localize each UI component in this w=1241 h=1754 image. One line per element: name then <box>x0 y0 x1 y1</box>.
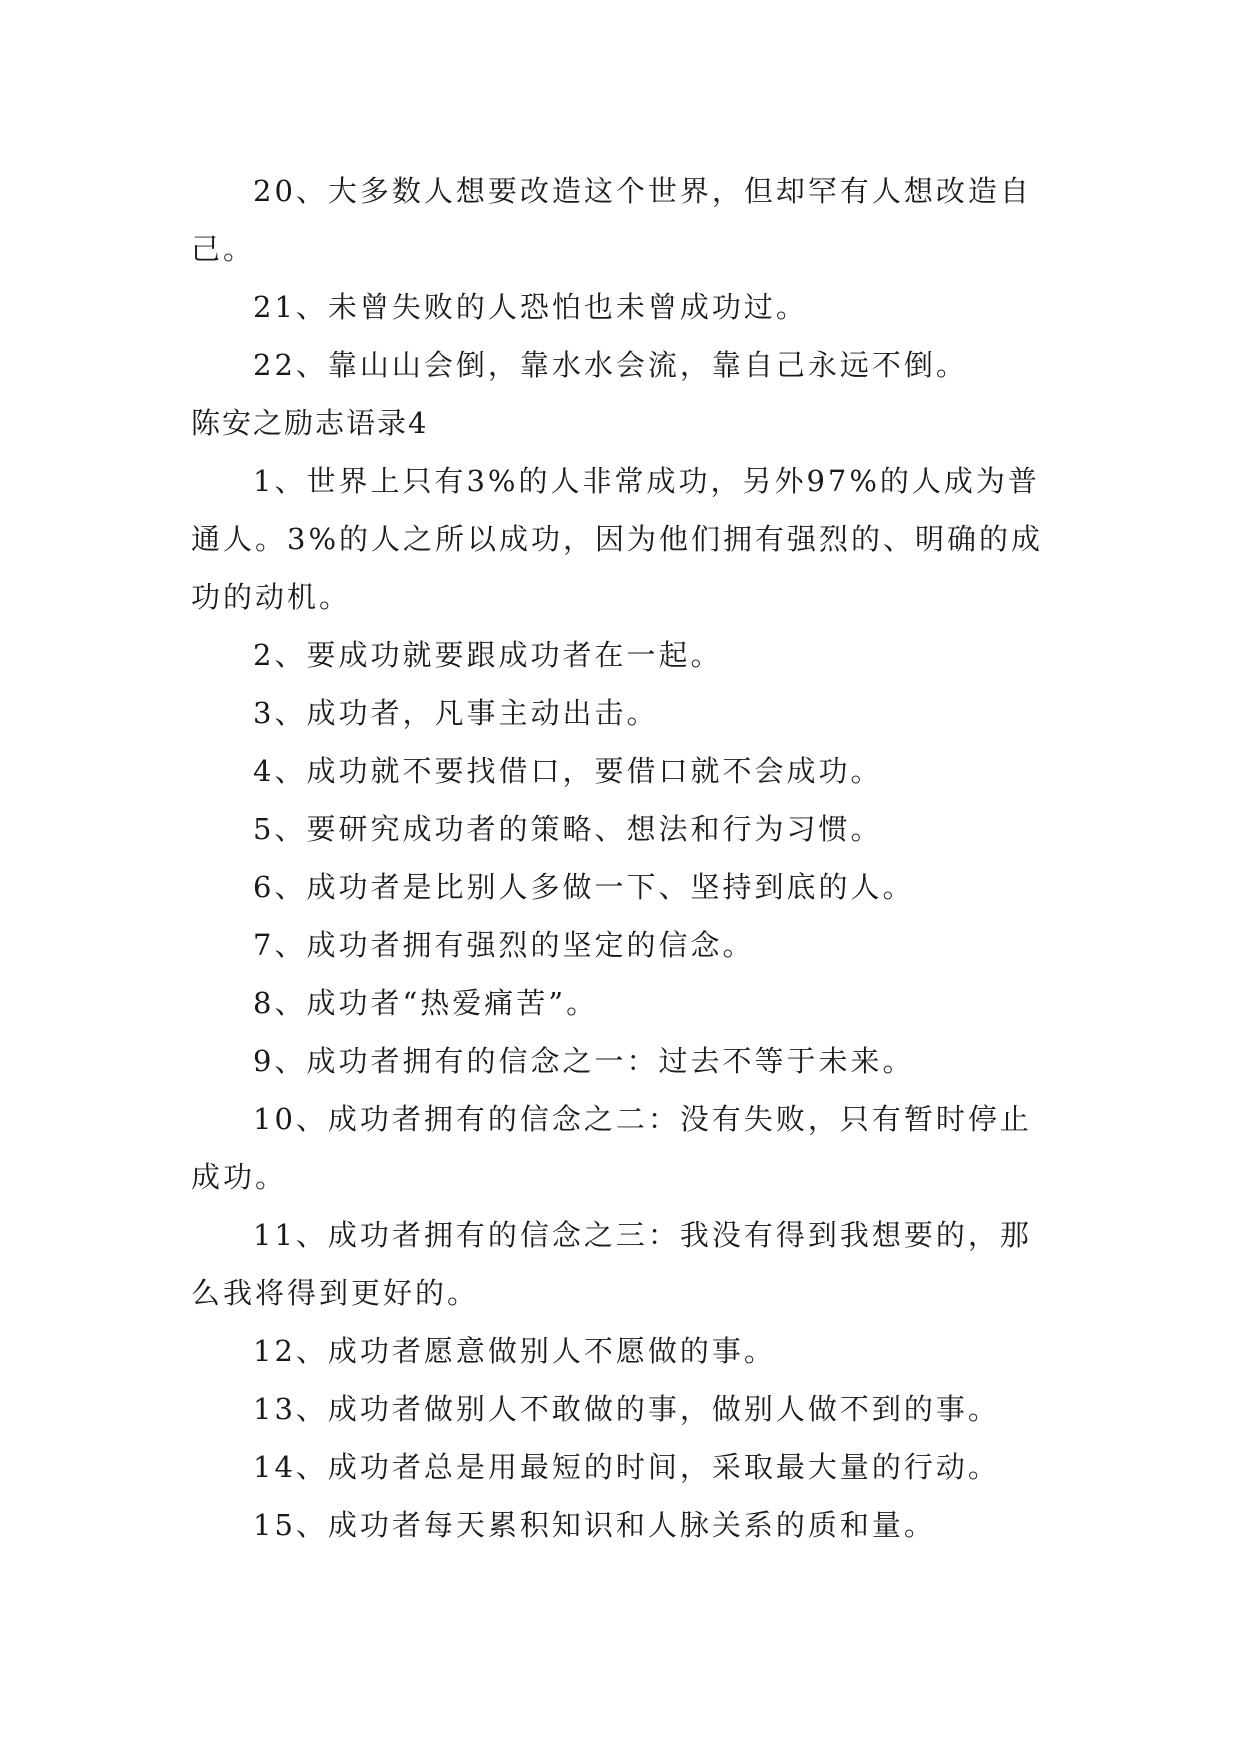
paragraph-quote-21: 21、未曾失败的人恐怕也未曾成功过。 <box>253 290 808 324</box>
paragraph-quote-10: 10、成功者拥有的信念之二：没有失败，只有暂时停止成功。 <box>191 1102 1032 1194</box>
paragraph-quote-13: 13、成功者做别人不敢做的事，做别人做不到的事。 <box>253 1392 1000 1426</box>
paragraph-quote-14: 14、成功者总是用最短的时间，采取最大量的行动。 <box>253 1450 1000 1484</box>
paragraph-quote-9: 9、成功者拥有的信念之一：过去不等于未来。 <box>253 1044 915 1078</box>
paragraph-quote-6: 6、成功者是比别人多做一下、坚持到底的人。 <box>253 870 915 904</box>
paragraph-quote-3: 3、成功者，凡事主动出击。 <box>253 696 659 730</box>
paragraph-quote-7: 7、成功者拥有强烈的坚定的信念。 <box>253 928 755 962</box>
paragraph-quote-15: 15、成功者每天累积知识和人脉关系的质和量。 <box>253 1508 936 1542</box>
document-body <box>191 162 1057 1554</box>
paragraph-quote-11: 11、成功者拥有的信念之三：我没有得到我想要的，那么我将得到更好的。 <box>191 1218 1032 1310</box>
paragraph-quote-8: 8、成功者“热爱痛苦”。 <box>253 986 599 1020</box>
paragraph-quote-1: 1、世界上只有3%的人非常成功，另外97%的人成为普通人。3%的人之所以成功，因为他们拥有强烈的、明确的成功的动机。 <box>191 464 1044 614</box>
paragraph-quote-22: 22、靠山山会倒，靠水水会流，靠自己永远不倒。 <box>253 348 968 382</box>
paragraph-quote-20: 20、大多数人想要改造这个世界，但却罕有人想改造自己。 <box>191 174 1032 266</box>
section-heading: 陈安之励志语录4 <box>191 406 429 440</box>
paragraph-quote-2: 2、要成功就要跟成功者在一起。 <box>253 638 723 672</box>
paragraph-quote-5: 5、要研究成功者的策略、想法和行为习惯。 <box>253 812 883 846</box>
paragraph-quote-4: 4、成功就不要找借口，要借口就不会成功。 <box>253 754 883 788</box>
paragraph-quote-12: 12、成功者愿意做别人不愿做的事。 <box>253 1334 776 1368</box>
